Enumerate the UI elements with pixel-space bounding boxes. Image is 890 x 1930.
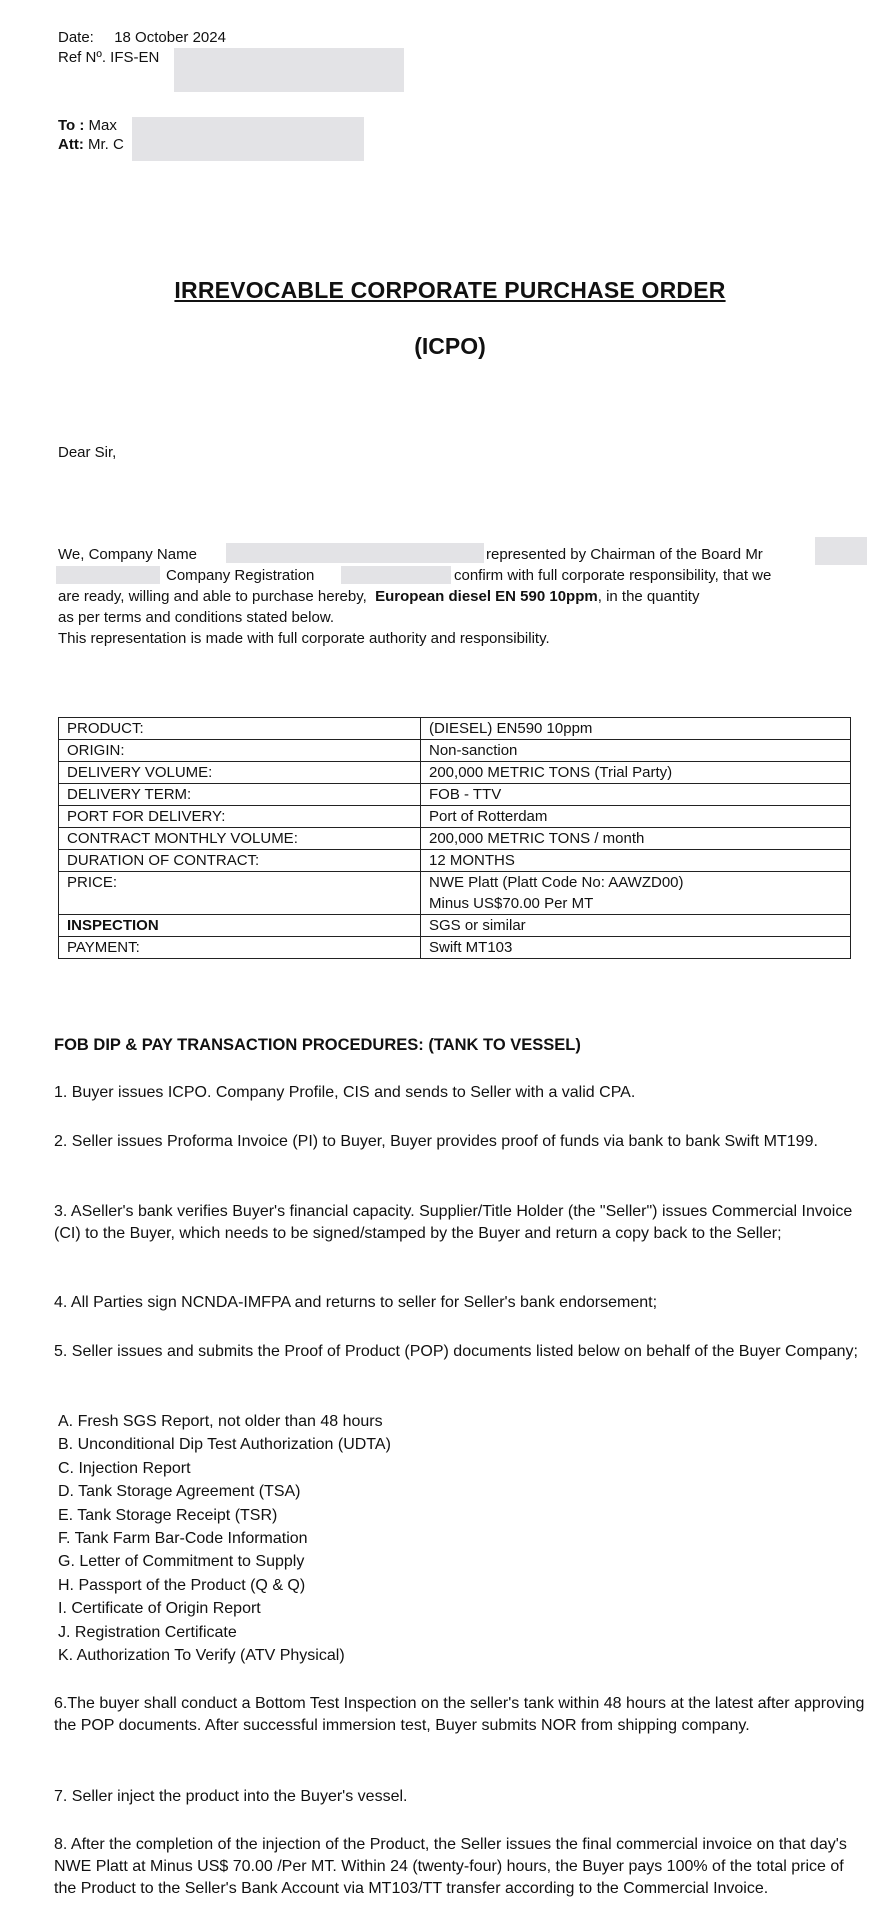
intro-line-2b: confirm with full corporate responsibility, that we	[454, 567, 772, 584]
table-row	[59, 828, 851, 850]
list-item: F. Tank Farm Bar-Code Information	[58, 1530, 308, 1548]
table-value: FOB - TTV	[421, 784, 851, 806]
list-item: C. Injection Report	[58, 1459, 191, 1477]
price-line-1: NWE Platt (Platt Code No: AAWZD00)	[429, 874, 684, 891]
table-row	[59, 872, 851, 915]
redaction-block	[174, 48, 404, 92]
table-row	[59, 915, 851, 937]
list-item: E. Tank Storage Receipt (TSR)	[58, 1506, 278, 1524]
list-item: A. Fresh SGS Report, not older than 48 hours	[58, 1413, 383, 1430]
table-value: Swift MT103	[421, 937, 851, 959]
list-item: K. Authorization To Verify (ATV Physical)	[58, 1647, 345, 1665]
to-line	[58, 116, 117, 135]
step-1: 1. Buyer issues ICPO. Company Profile, CIS and sends to Seller with a valid CPA.	[54, 1084, 636, 1101]
step-4: 4. All Parties sign NCNDA-IMFPA and returns to seller for Seller's bank endorsement;	[54, 1294, 658, 1311]
list-item: J. Registration Certificate	[58, 1623, 237, 1641]
table-row	[59, 850, 851, 872]
table-value: SGS or similar	[421, 915, 851, 937]
list-item: H. Passport of the Product (Q & Q)	[58, 1576, 306, 1594]
list-item: G. Letter of Commitment to Supply	[58, 1553, 305, 1571]
table-key: ORIGIN:	[59, 740, 421, 762]
redaction-block	[341, 566, 451, 584]
intro-line-3a: are ready, willing and able to purchase hereby,	[58, 588, 367, 605]
step-7: 7. Seller inject the product into the Buyer's vessel.	[54, 1788, 408, 1805]
list-item: B. Unconditional Dip Test Authorization (UDTA)	[58, 1436, 391, 1454]
table-row	[59, 937, 851, 959]
date-line	[58, 28, 226, 47]
to-label: To :	[58, 117, 85, 134]
table-key: DURATION OF CONTRACT:	[59, 850, 421, 872]
table-key: DELIVERY VOLUME:	[59, 762, 421, 784]
specification-table	[58, 717, 851, 959]
table-value	[421, 872, 851, 915]
table-value: Non-sanction	[421, 740, 851, 762]
intro-line-3b: , in the quantity	[597, 588, 700, 605]
table-key: PORT FOR DELIVERY:	[59, 806, 421, 828]
redaction-block	[815, 537, 867, 565]
redaction-block	[56, 566, 160, 584]
redaction-block	[226, 543, 484, 563]
step-6: 6.The buyer shall conduct a Bottom Test Inspection on the seller's tank within 48 hours at the latest after approving the POP documents. After successful immersion test, Buyer submits NOR from shipping company.	[54, 1695, 865, 1734]
step-5: 5. Seller issues and submits the Proof of Product (POP) documents listed below on behalf of the Buyer Company;	[54, 1343, 858, 1360]
step-3: 3. ASeller's bank verifies Buyer's financial capacity. Supplier/Title Holder (the "Seller") issues Commercial Invoice (CI) to the Buyer, which needs to be signed/stamped by the Buyer and return a copy back to the Seller;	[54, 1203, 853, 1242]
table-key: DELIVERY TERM:	[59, 784, 421, 806]
date-value: 18 October 2024	[114, 29, 226, 46]
att-line	[58, 135, 124, 154]
att-value: Mr. C	[88, 136, 124, 153]
table-value: 12 MONTHS	[421, 850, 851, 872]
table-value: 200,000 METRIC TONS / month	[421, 828, 851, 850]
salutation: Dear Sir,	[58, 444, 117, 461]
table-value: 200,000 METRIC TONS (Trial Party)	[421, 762, 851, 784]
table-value: Port of Rotterdam	[421, 806, 851, 828]
table-row	[59, 718, 851, 740]
table-row	[59, 762, 851, 784]
table-row	[59, 806, 851, 828]
intro-line-4: as per terms and conditions stated below.	[58, 609, 334, 626]
table-value: (DIESEL) EN590 10ppm	[421, 718, 851, 740]
date-label: Date:	[58, 29, 94, 46]
table-row	[59, 740, 851, 762]
to-value: Max	[88, 117, 117, 134]
table-key: PRODUCT:	[59, 718, 421, 740]
intro-line-3	[58, 587, 699, 606]
document-subtitle: (ICPO)	[414, 333, 486, 359]
product-emphasis: European diesel EN 590 10ppm	[375, 588, 598, 605]
list-item: I. Certificate of Origin Report	[58, 1600, 261, 1618]
att-label: Att:	[58, 136, 84, 153]
intro-line-5: This representation is made with full corporate authority and responsibility.	[58, 630, 550, 647]
document-title: IRREVOCABLE CORPORATE PURCHASE ORDER	[174, 277, 726, 303]
price-line-2: Minus US$70.00 Per MT	[429, 895, 594, 912]
pop-documents-list	[58, 1410, 391, 1667]
step-8: 8. After the completion of the injection of the Product, the Seller issues the final commercial invoice on that day's NWE Platt at Minus US$ 70.00 /Per MT. Within 24 (twenty-four) hours, the Buyer pays 100% of the total price of the Product to the Seller's Bank Account via MT103/TT transfer according to the Commercial Invoice.	[54, 1836, 847, 1897]
table-key: CONTRACT MONTHLY VOLUME:	[59, 828, 421, 850]
procedures-heading: FOB DIP & PAY TRANSACTION PROCEDURES: (TANK TO VESSEL)	[54, 1036, 581, 1054]
table-row	[59, 784, 851, 806]
step-2: 2. Seller issues Proforma Invoice (PI) to Buyer, Buyer provides proof of funds via bank to bank Swift MT199.	[54, 1133, 818, 1150]
intro-line-2a: Company Registration	[166, 567, 315, 584]
intro-line-1b: represented by Chairman of the Board Mr	[486, 546, 763, 563]
table-key: PAYMENT:	[59, 937, 421, 959]
table-key: PRICE:	[59, 872, 421, 915]
redaction-block	[132, 117, 364, 161]
list-item: D. Tank Storage Agreement (TSA)	[58, 1483, 301, 1501]
ref-number: Ref Nº. IFS-EN	[58, 49, 160, 66]
table-key: INSPECTION	[59, 915, 421, 937]
intro-line-1a: We, Company Name	[58, 546, 197, 563]
